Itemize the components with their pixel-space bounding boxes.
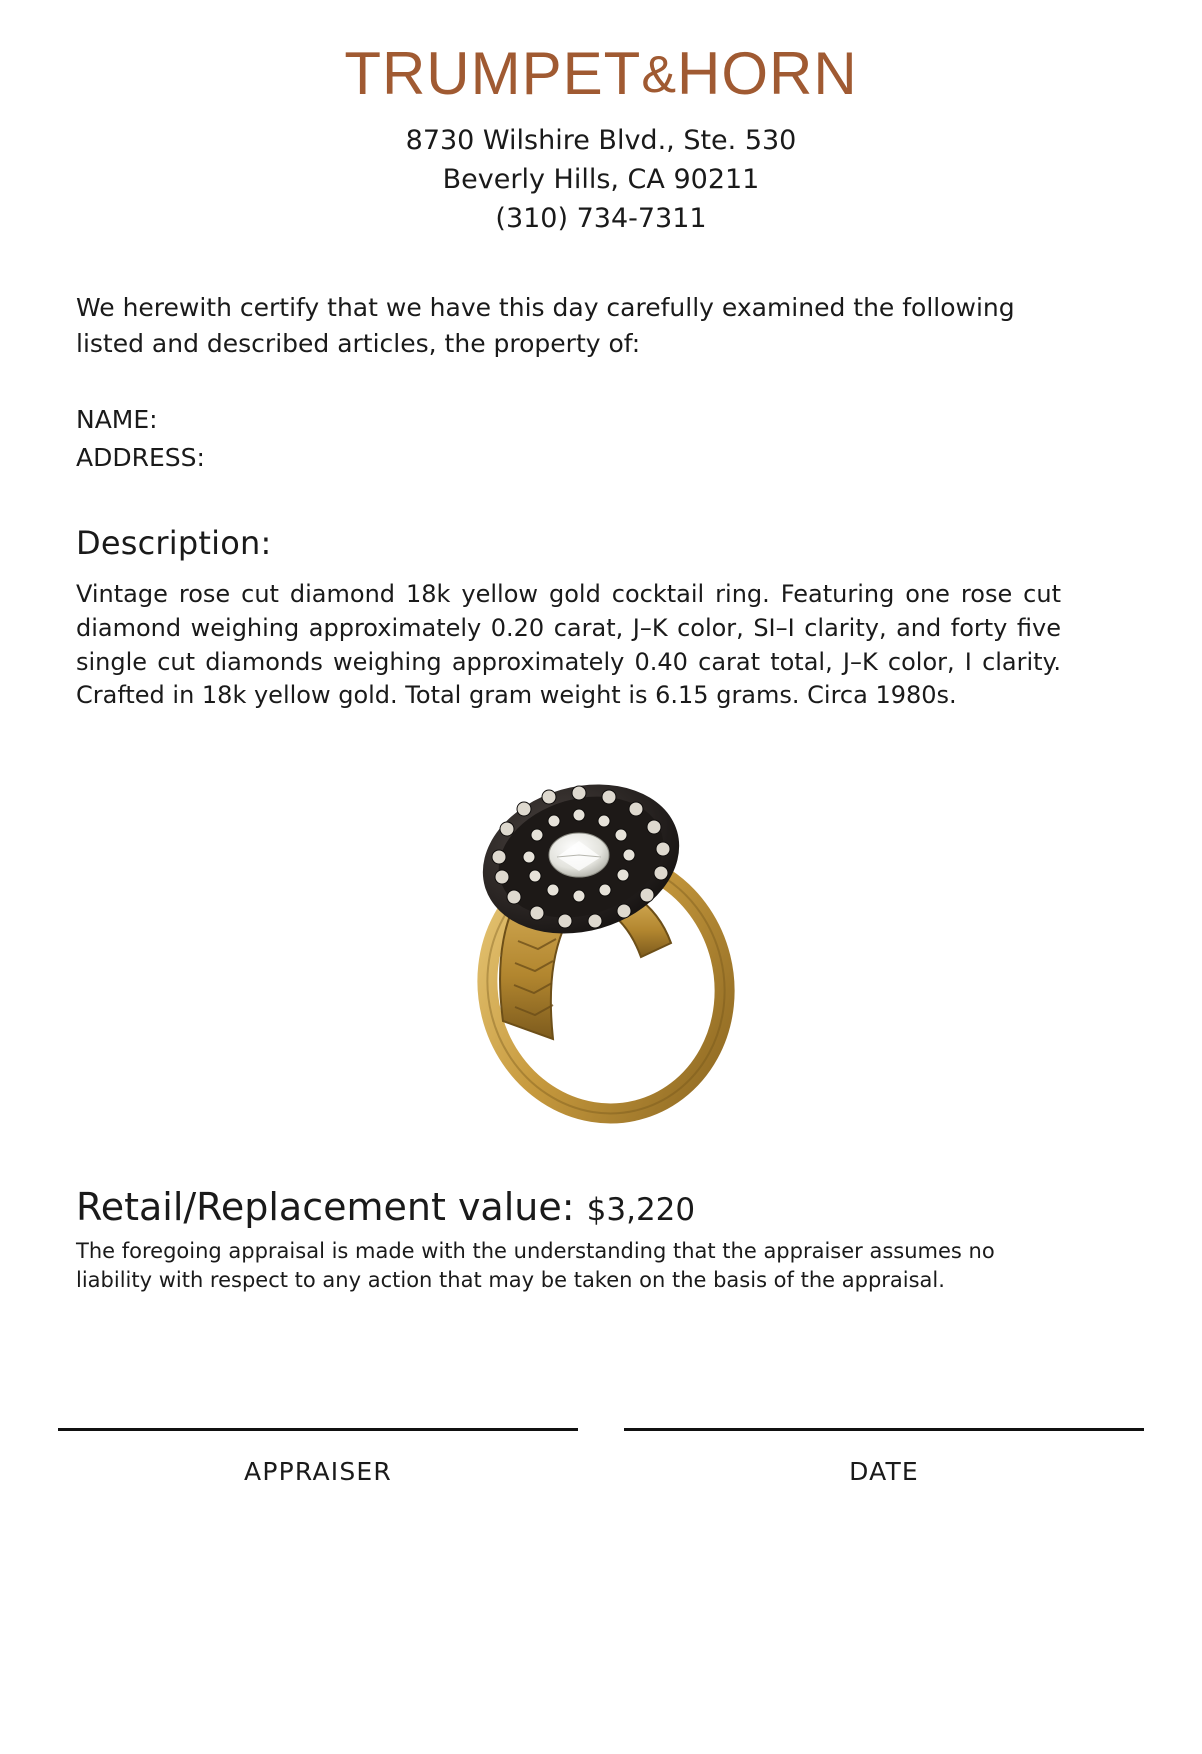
- brand-ampersand: &: [641, 46, 677, 104]
- address-line-1: 8730 Wilshire Blvd., Ste. 530: [405, 125, 797, 156]
- value-line: [76, 1184, 1126, 1229]
- address-field-label: ADDRESS:: [76, 442, 205, 472]
- ring-photo: [76, 761, 1126, 1161]
- phone-number: (310) 734-7311: [495, 203, 707, 235]
- brand-name-right: HORN: [677, 40, 858, 107]
- appraiser-signature-line: [58, 1428, 578, 1431]
- appraisal-document: [0, 42, 1202, 1754]
- description-text: Vintage rose cut diamond 18k yellow gold cocktail ring. Featuring one rose cut diamond weighing approximately 0.20 carat, J–K color, SI–I clarity, and forty five single cut diamonds weighing approximately 0.40 carat total, J–K color, I clarity. Crafted in 18k yellow gold. Total gram weight is 6.15 grams. Circa 1980s.: [76, 580, 1061, 710]
- description-heading: Description:: [76, 524, 272, 563]
- appraisal-disclaimer: The foregoing appraisal is made with the understanding that the appraiser assumes no liability with respect to any action that may be taken on the basis of the appraisal.: [76, 1238, 995, 1292]
- date-label: DATE: [849, 1457, 919, 1486]
- ring-illustration: [391, 771, 811, 1151]
- date-signature-line: [624, 1428, 1144, 1431]
- value-label: Retail/Replacement value:: [76, 1184, 575, 1229]
- company-logo: [76, 42, 1126, 105]
- address-line-2: Beverly Hills, CA 90211: [442, 164, 760, 196]
- name-field-label: NAME:: [76, 405, 158, 435]
- appraiser-signature-block: [58, 1428, 578, 1486]
- certification-statement: We herewith certify that we have this day carefully examined the following listed and described articles, the property of:: [76, 293, 1015, 358]
- appraiser-label: APPRAISER: [244, 1457, 392, 1486]
- value-amount: $3,220: [586, 1191, 696, 1228]
- signature-row: [58, 1428, 1144, 1486]
- brand-name-left: TRUMPET: [344, 40, 642, 107]
- client-fields: [76, 401, 1126, 476]
- date-signature-block: [624, 1428, 1144, 1486]
- company-address: [76, 121, 1126, 238]
